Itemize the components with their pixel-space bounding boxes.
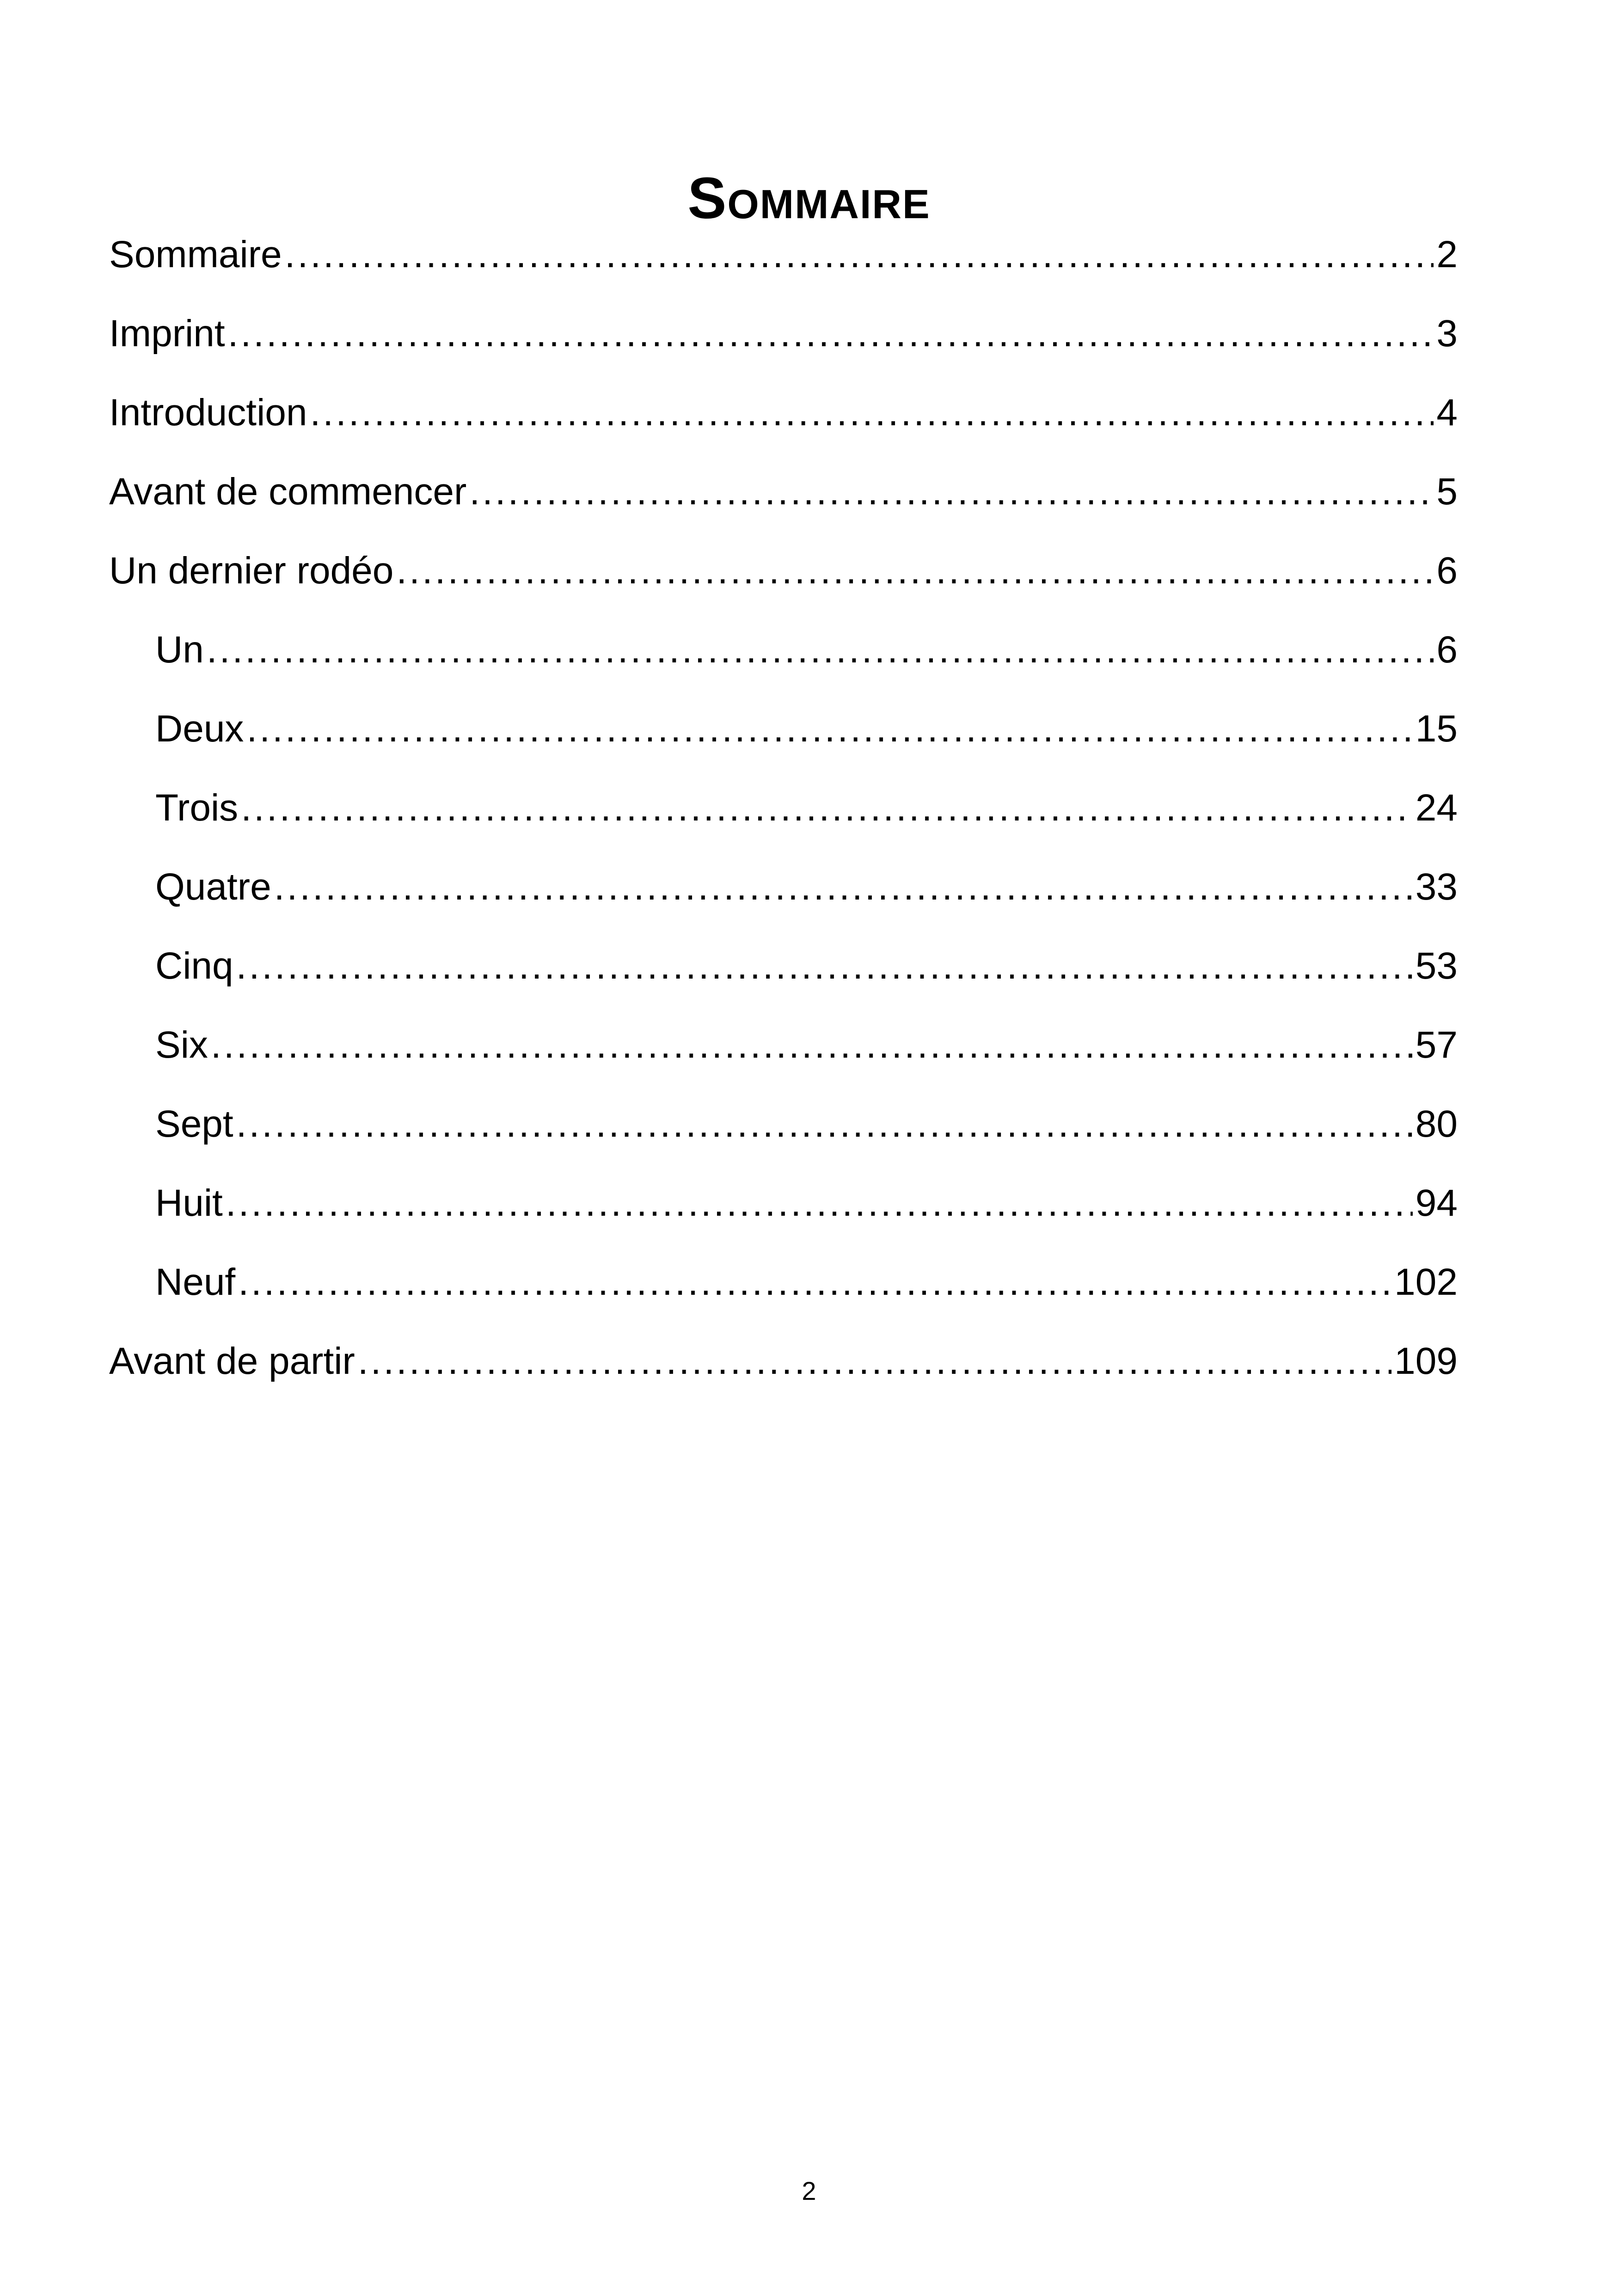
toc-entry-label: Cinq <box>155 944 233 987</box>
toc-entry-label: Un <box>155 628 204 671</box>
toc-entry-trois[interactable] <box>109 768 1458 847</box>
toc-leader-dots <box>285 232 1434 278</box>
toc-leader-dots <box>236 943 1413 989</box>
toc-entry-page: 53 <box>1415 944 1458 987</box>
toc-entry-page: 4 <box>1436 391 1458 434</box>
toc-entry-cinq[interactable] <box>109 926 1458 1005</box>
toc-entry-label: Deux <box>155 707 244 750</box>
toc-entry-neuf[interactable] <box>109 1243 1458 1322</box>
toc-leader-dots <box>207 627 1434 673</box>
toc-entry-page: 57 <box>1415 1023 1458 1066</box>
page-title: Sommaire <box>687 165 931 231</box>
toc-entry-sept[interactable] <box>109 1084 1458 1163</box>
toc-entry-page: 2 <box>1436 233 1458 276</box>
toc-entry-avant-de-partir[interactable] <box>109 1322 1458 1401</box>
toc-entry-avant-de-commencer[interactable] <box>109 452 1458 531</box>
toc-entry-page: 109 <box>1394 1340 1458 1382</box>
toc-entry-page: 94 <box>1415 1182 1458 1224</box>
toc-leader-dots <box>469 469 1434 515</box>
toc-entry-label: Un dernier rodéo <box>109 549 394 592</box>
toc-entry-deux[interactable] <box>109 689 1458 768</box>
toc-entry-page: 33 <box>1415 865 1458 908</box>
toc-entry-label: Sommaire <box>109 233 282 276</box>
toc-entry-label: Avant de commencer <box>109 470 467 513</box>
toc-entry-page: 15 <box>1415 707 1458 750</box>
toc-leader-dots <box>241 785 1413 831</box>
toc-entry-label: Introduction <box>109 391 307 434</box>
table-of-contents <box>109 215 1458 1401</box>
toc-entry-page: 24 <box>1415 786 1458 829</box>
toc-leader-dots <box>211 1022 1413 1068</box>
toc-entry-introduction[interactable] <box>109 373 1458 452</box>
toc-entry-quatre[interactable] <box>109 847 1458 926</box>
toc-entry-un-dernier-rodeo[interactable] <box>109 531 1458 610</box>
toc-entry-un[interactable] <box>109 610 1458 689</box>
toc-entry-page: 6 <box>1436 549 1458 592</box>
toc-entry-label: Neuf <box>155 1261 236 1303</box>
page-number: 2 <box>802 2176 816 2205</box>
toc-leader-dots <box>228 311 1434 357</box>
toc-entry-page: 102 <box>1394 1261 1458 1303</box>
toc-entry-sommaire[interactable] <box>109 215 1458 294</box>
toc-entry-imprint[interactable] <box>109 294 1458 373</box>
toc-leader-dots <box>238 1259 1391 1305</box>
toc-entry-label: Huit <box>155 1182 223 1224</box>
toc-entry-page: 5 <box>1436 470 1458 513</box>
toc-leader-dots <box>274 864 1413 910</box>
toc-leader-dots <box>246 706 1412 752</box>
toc-entry-six[interactable] <box>109 1005 1458 1084</box>
toc-entry-label: Quatre <box>155 865 271 908</box>
toc-entry-page: 6 <box>1436 628 1458 671</box>
toc-leader-dots <box>396 548 1434 594</box>
toc-entry-label: Sept <box>155 1102 233 1145</box>
toc-entry-huit[interactable] <box>109 1163 1458 1243</box>
toc-entry-label: Imprint <box>109 312 225 355</box>
toc-entry-label: Six <box>155 1023 208 1066</box>
toc-leader-dots <box>226 1180 1413 1226</box>
toc-entry-page: 80 <box>1415 1102 1458 1145</box>
toc-leader-dots <box>310 390 1434 436</box>
toc-entry-label: Trois <box>155 786 239 829</box>
toc-entry-label: Avant de partir <box>109 1340 355 1382</box>
toc-leader-dots <box>236 1101 1413 1147</box>
toc-entry-page: 3 <box>1436 312 1458 355</box>
toc-leader-dots <box>358 1338 1391 1384</box>
